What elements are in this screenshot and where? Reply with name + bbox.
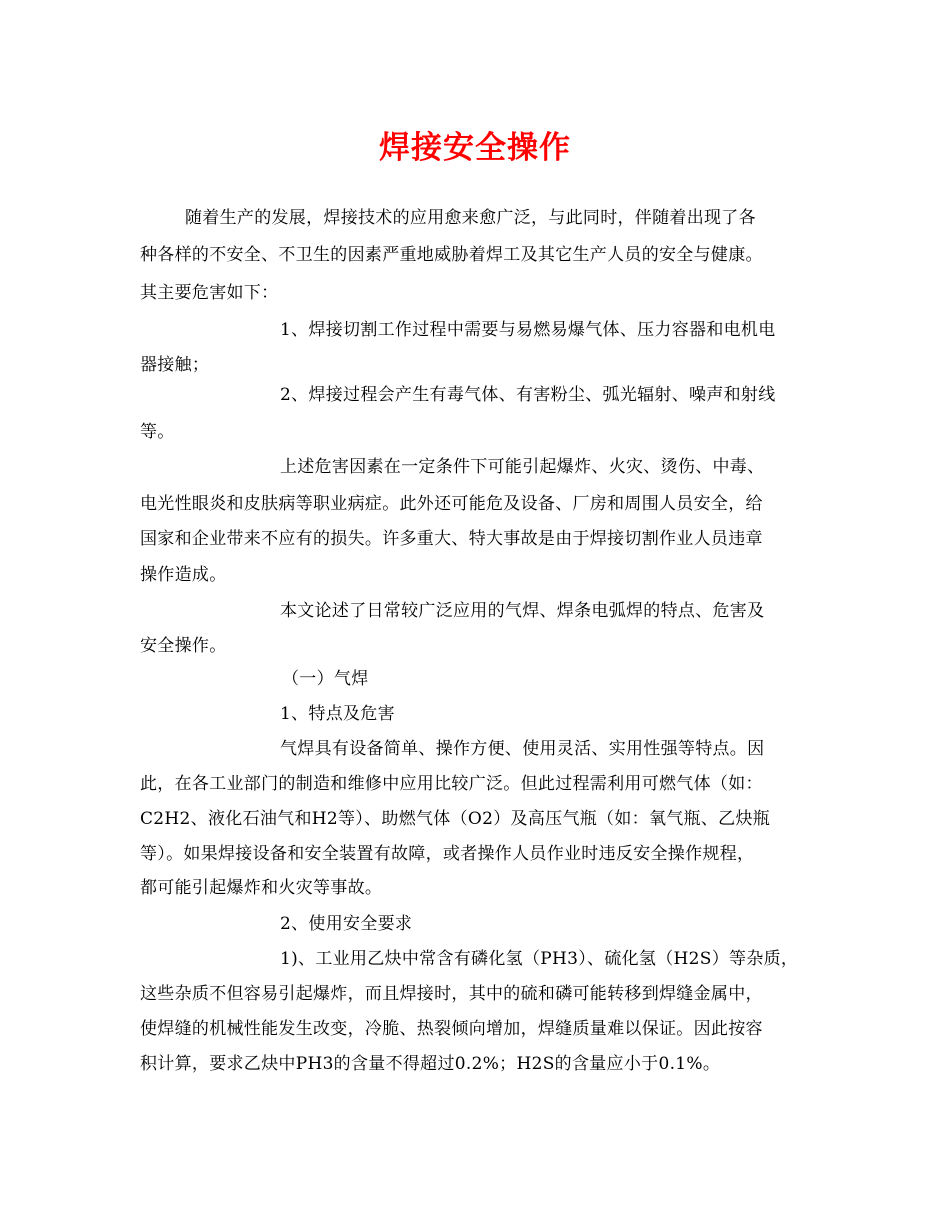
- body-line: 器接触；: [140, 355, 210, 375]
- body-line: 其主要危害如下：: [140, 283, 279, 303]
- body-line: 都可能引起爆炸和火灾等事故。: [140, 878, 383, 898]
- body-line: 随着生产的发展，焊接技术的应用愈来愈广泛，与此同时，伴随着出现了各: [185, 208, 756, 228]
- body-line: 本文论述了日常较广泛应用的气焊、焊条电弧焊的特点、危害及: [280, 601, 765, 621]
- body-line: 此，在各工业部门的制造和维修中应用比较广泛。但此过程需利用可燃气体（如：: [140, 774, 763, 794]
- body-line: 安全操作。: [140, 636, 227, 656]
- body-line: 使焊缝的机械性能发生改变，冷脆、热裂倾向增加，焊缝质量难以保证。因此按容: [140, 1019, 763, 1039]
- body-line: 这些杂质不但容易引起爆炸，而且焊接时，其中的硫和磷可能转移到焊缝金属中，: [140, 984, 763, 1004]
- subsection-heading: 2、使用安全要求: [280, 914, 413, 934]
- body-line: 国家和企业带来不应有的损失。许多重大、特大事故是由于焊接切割作业人员违章: [140, 529, 763, 549]
- body-line: 上述危害因素在一定条件下可能引起爆炸、火灾、烫伤、中毒、: [280, 457, 765, 477]
- body-line: 气焊具有设备简单、操作方便、使用灵活、实用性强等特点。因: [280, 739, 765, 759]
- body-line: 操作造成。: [140, 565, 227, 585]
- body-line: 种各样的不安全、不卫生的因素严重地威胁着焊工及其它生产人员的安全与健康。: [140, 245, 763, 265]
- subsection-heading: 1、特点及危害: [280, 704, 395, 724]
- body-line: 1、焊接切割工作过程中需要与易燃易爆气体、压力容器和电机电: [280, 320, 776, 340]
- body-line: 2、焊接过程会产生有毒气体、有害粉尘、弧光辐射、噪声和射线: [280, 385, 776, 405]
- document-title: 焊接安全操作: [379, 130, 571, 166]
- body-line: 等。: [140, 422, 175, 442]
- body-line: 积计算，要求乙炔中PH3的含量不得超过0.2%；H2S的含量应小于0.1%。: [140, 1054, 721, 1074]
- body-line: C2H2、液化石油气和H2等）、助燃气体（O2）及高压气瓶（如：氧气瓶、乙炔瓶: [140, 809, 771, 829]
- body-line: 等）。如果焊接设备和安全装置有故障，或者操作人员作业时违反安全操作规程，: [140, 844, 755, 864]
- section-heading: （一）气焊: [282, 669, 369, 689]
- body-line: 电光性眼炎和皮肤病等职业病症。此外还可能危及设备、厂房和周围人员安全，给: [140, 494, 763, 514]
- body-line: 1)、工业用乙炔中常含有磷化氢（PH3）、硫化氢（H2S）等杂质，: [280, 949, 799, 969]
